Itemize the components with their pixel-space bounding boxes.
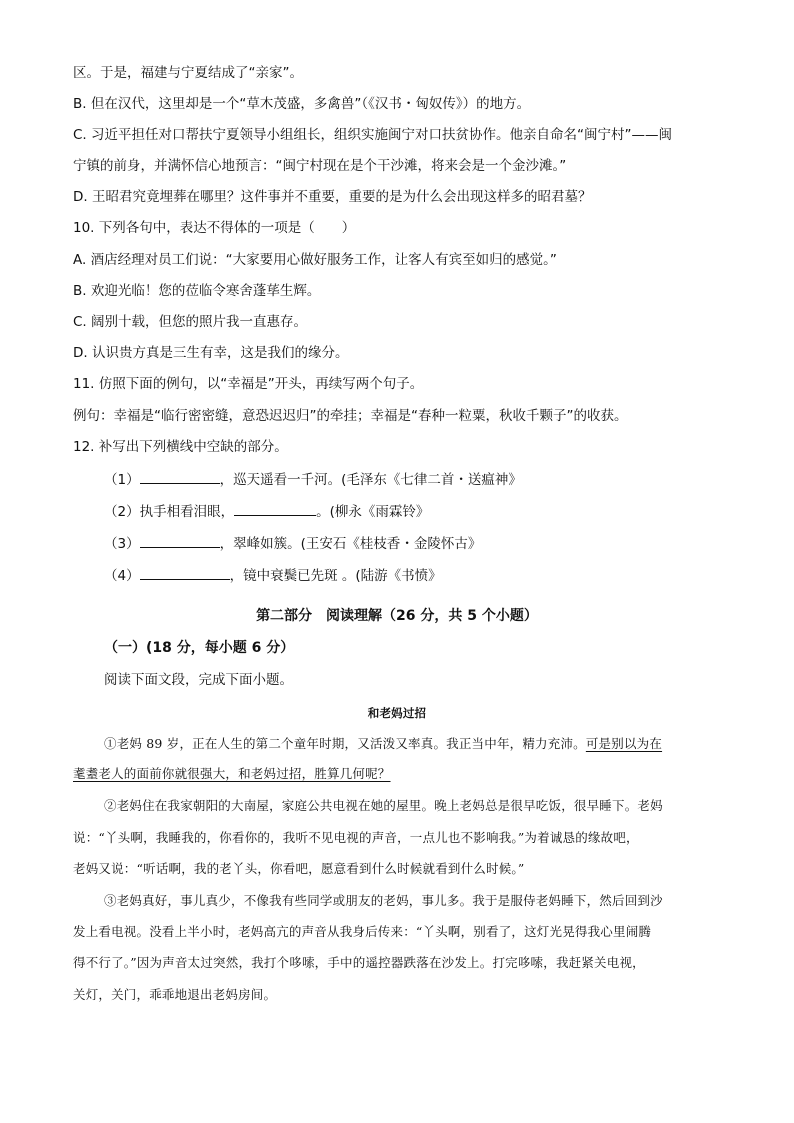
- story-paragraph-3: ③老妈真好，事儿真少，不像我有些同学或朋友的老妈，事儿多。我于是服侍老妈睡下，然后回到沙: [104, 893, 663, 908]
- subsection-title: （一）(18 分，每小题 6 分）: [104, 640, 295, 656]
- fill-number: （3）: [104, 536, 140, 552]
- story-line: 发上看电视。没看上半小时，老妈高亢的声音从我身后传来：“丫头啊，别看了，这灯光晃得我心里闹腾: [73, 924, 652, 939]
- fill-item-4: [104, 565, 442, 586]
- answer-blank[interactable]: [140, 533, 220, 548]
- answer-blank[interactable]: [140, 565, 230, 580]
- example-sentence: 例句：幸福是“临行密密缝，意恐迟迟归”的牵挂；幸福是“春种一粒粟，秋收千颗子”的收获。: [73, 408, 628, 424]
- fill-item-1: [104, 469, 522, 490]
- section-title: 第二部分 阅读理解（26 分，共 5 个小题）: [256, 608, 538, 624]
- story-paragraph-1: [104, 734, 662, 754]
- fill-number: （1）: [104, 472, 140, 488]
- story-line: 关灯，关门，乖乖地退出老妈房间。: [73, 987, 277, 1002]
- text-line: 宁镇的前身，并满怀信心地预言：“闽宁村现在是个干沙滩，将来会是一个金沙滩。”: [73, 158, 567, 174]
- story-paragraph-2: ②老妈住在我家朝阳的大南屋，家庭公共电视在她的屋里。晚上老妈总是很早吃饭，很早睡下。老妈: [104, 798, 663, 813]
- fill-item-2: [104, 501, 429, 522]
- underlined-text: 可是别以为在: [585, 736, 663, 751]
- fill-number: （4）: [104, 568, 140, 584]
- fill-text: ，镜中衰鬓已先斑 。(陆游《书愤》: [229, 568, 442, 584]
- option-b-line: B. 欢迎光临！您的莅临令寒舍蓬荜生辉。: [73, 283, 321, 299]
- fill-text: 。(柳永《雨霖铃》: [316, 504, 430, 520]
- option-d-line: D. 王昭君究竟埋葬在哪里？这件事并不重要，重要的是为什么会出现这样多的昭君墓？: [73, 189, 592, 205]
- fill-text: ，翠峰如簇。(王安石《桂枝香・金陵怀古》: [219, 536, 482, 552]
- option-c-line: C. 习近平担任对口帮扶宁夏领导小组组长，组织实施闽宁对口扶贫协作。他亲自命名“闽宁村”——闽: [73, 127, 672, 143]
- story-text: ①老妈 89 岁，正在人生的第二个童年时期，又活泼又率真。我正当中年，精力充沛。: [104, 736, 586, 751]
- fill-number: （2）: [104, 504, 140, 520]
- story-title: 和老妈过招: [367, 706, 427, 720]
- option-d-line: D. 认识贵方真是三生有幸，这是我们的缘分。: [73, 345, 349, 361]
- option-c-line: C. 阔别十载，但您的照片我一直惠存。: [73, 314, 308, 330]
- story-line: 说：“丫头啊，我睡我的，你看你的，我听不见电视的声音，一点儿也不影响我。”为着诚恳的缘故吧，: [73, 830, 639, 845]
- story-line: 得不行了。”因为声音太过突然，我打个哆嗦，手中的遥控器跌落在沙发上。打完哆嗦，我赶紧关电视，: [73, 955, 645, 970]
- story-line: 老妈又说：“听话啊，我的老丫头，你看吧，愿意看到什么时候就看到什么时候。”: [73, 861, 525, 876]
- answer-blank[interactable]: [234, 501, 316, 516]
- instruction: 阅读下面文段，完成下面小题。: [104, 672, 293, 688]
- fill-text: 执手相看泪眼，: [139, 504, 235, 520]
- option-b-line: B. 但在汉代，这里却是一个“草木茂盛，多禽兽”（《汉书・匈奴传》）的地方。: [73, 96, 531, 112]
- question-11: 11. 仿照下面的例句，以“幸福是”开头，再续写两个句子。: [73, 376, 424, 392]
- text-line: 区。于是，福建与宁夏结成了“亲家”。: [73, 65, 303, 81]
- option-a-line: A. 酒店经理对员工们说：“大家要用心做好服务工作，让客人有宾至如归的感觉。”: [73, 252, 557, 268]
- question-12: 12. 补写出下列横线中空缺的部分。: [73, 439, 288, 455]
- underlined-text: 耄耋老人的面前你就很强大，和老妈过招，胜算几何呢？: [73, 766, 391, 781]
- fill-item-3: [104, 533, 481, 554]
- question-10: 10. 下列各句中，表达不得体的一项是（ ）: [73, 220, 356, 236]
- answer-blank[interactable]: [140, 469, 220, 484]
- fill-text: ，巡天遥看一千河。(毛泽东《七律二首・送瘟神》: [219, 472, 522, 488]
